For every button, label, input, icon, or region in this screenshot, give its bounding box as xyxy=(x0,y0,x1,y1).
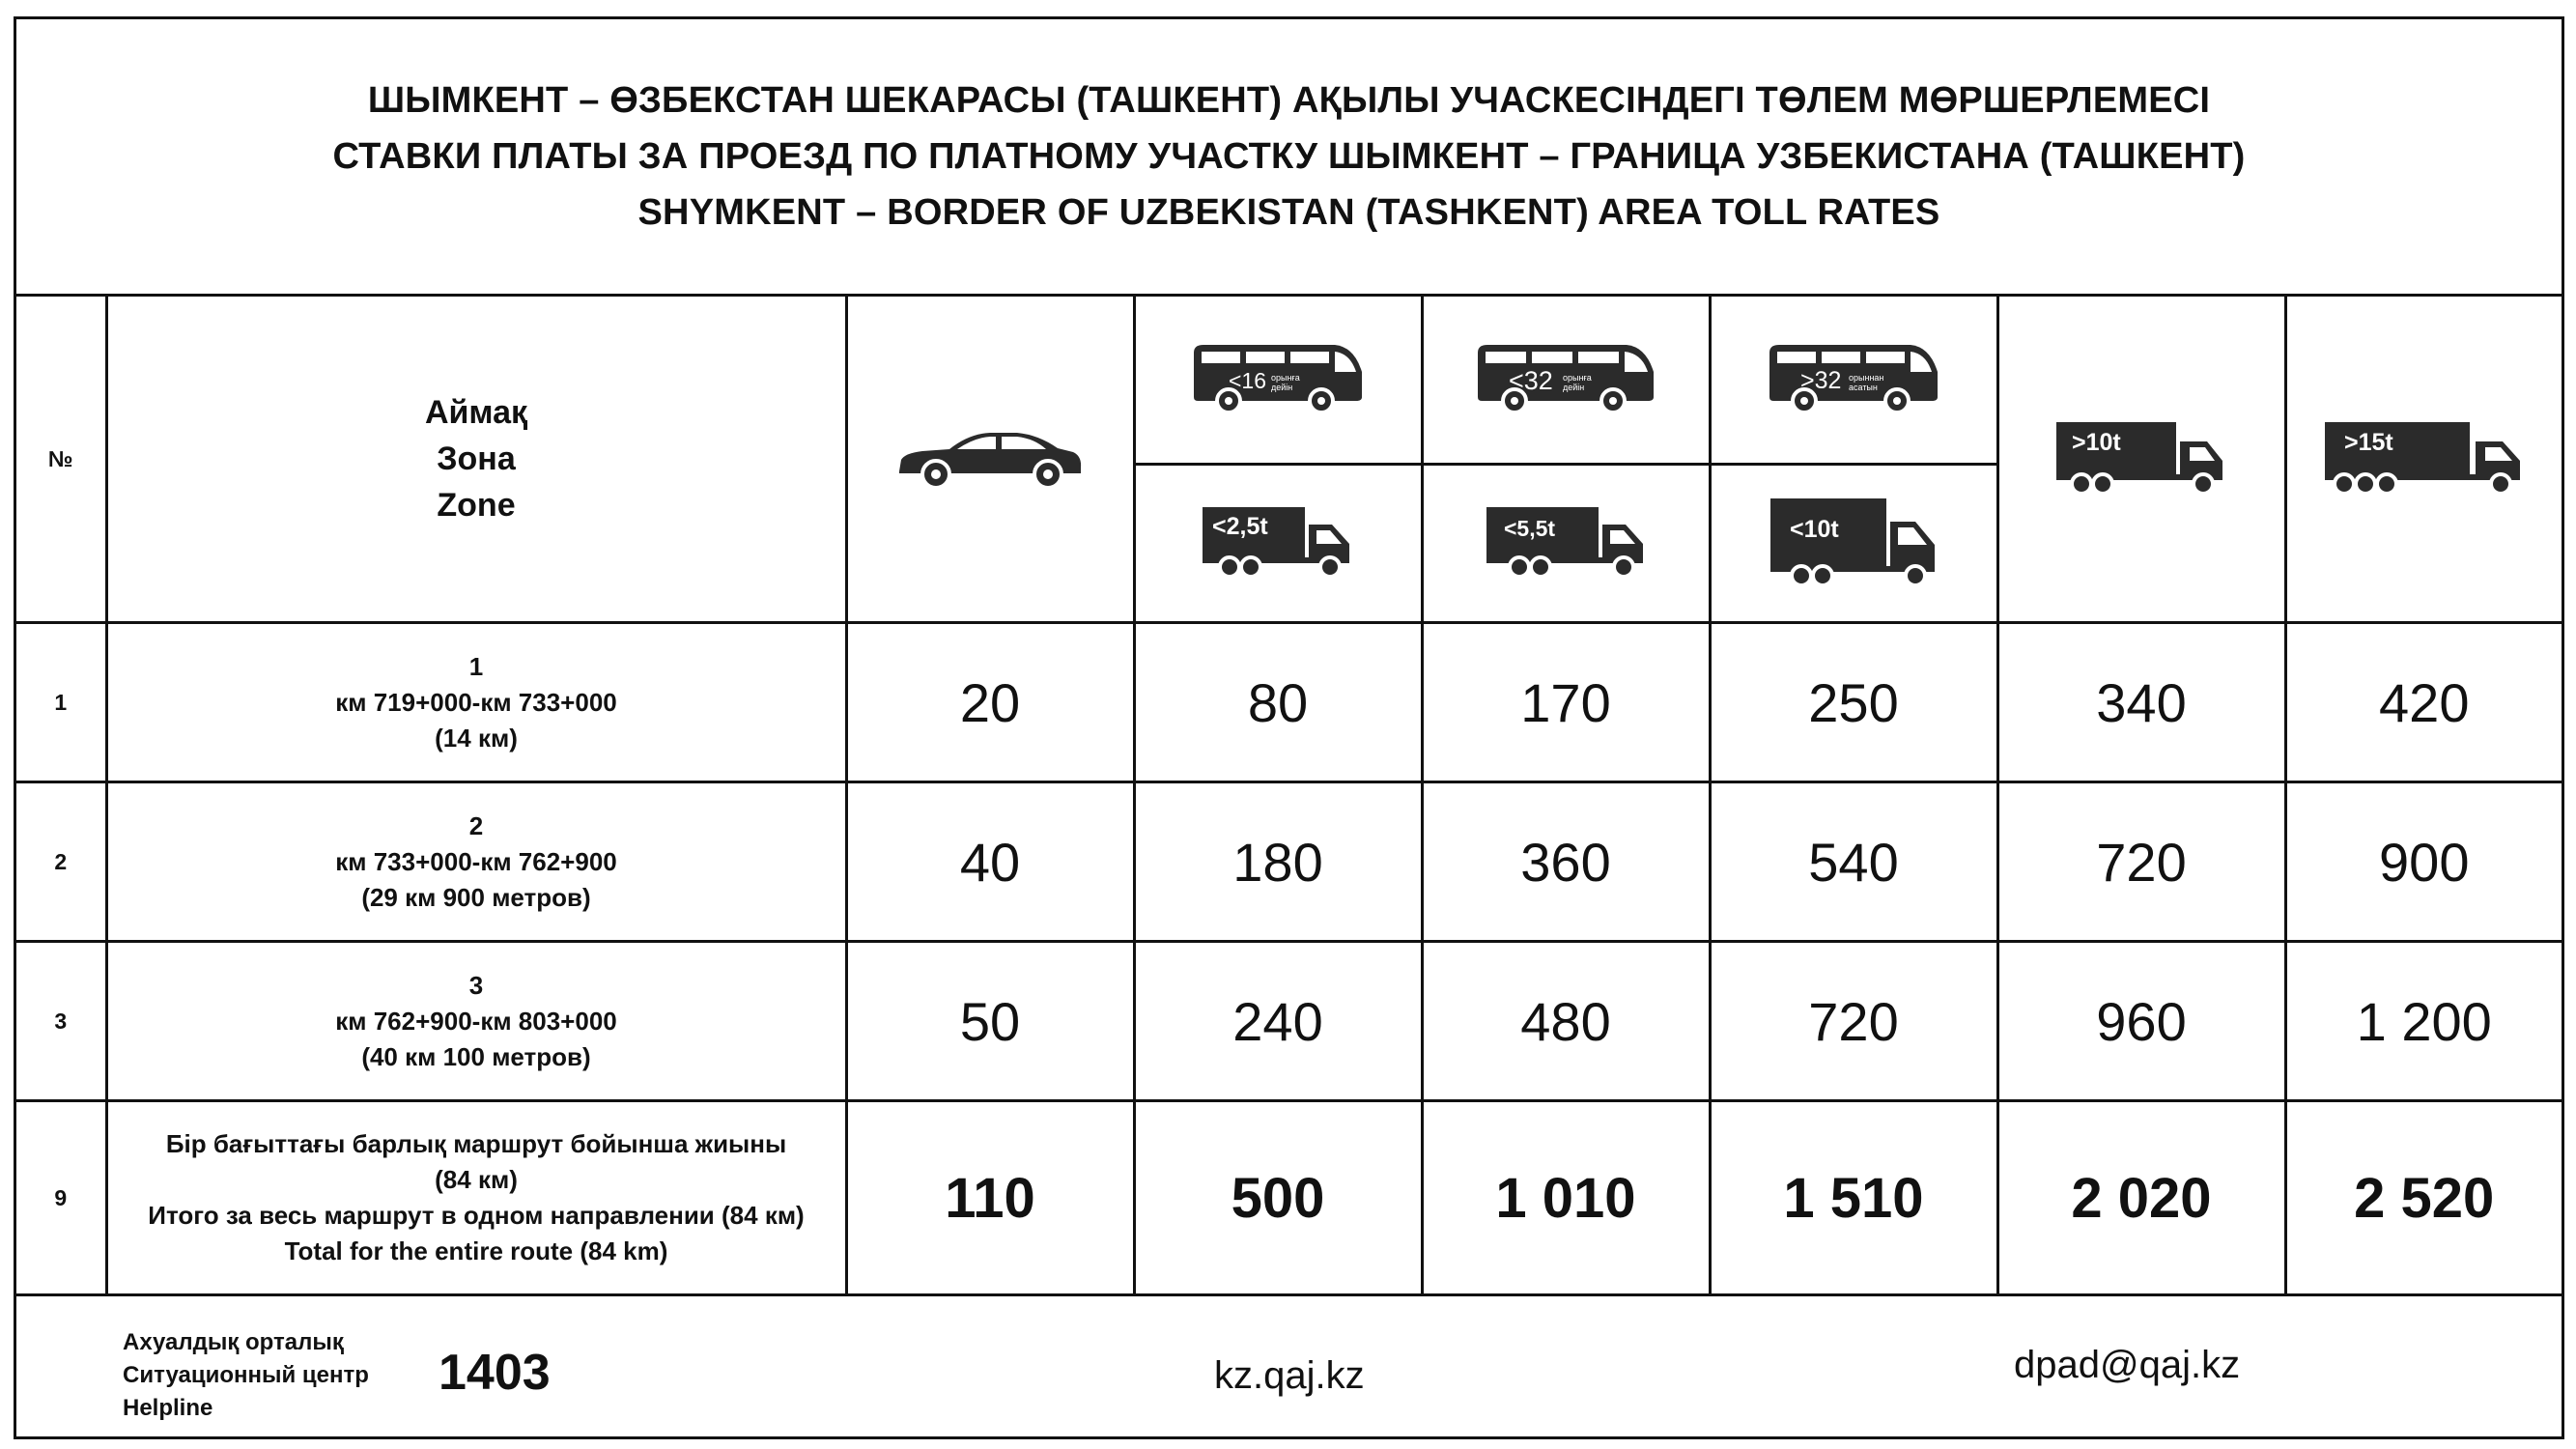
header-number: № xyxy=(16,296,106,623)
row-number: 9 xyxy=(16,1101,106,1295)
bus-large-sub-2: асатын xyxy=(1849,382,1878,392)
rate-truck-over10: 960 xyxy=(1997,942,2285,1101)
zone-range: км 719+000-км 733+000 xyxy=(335,687,617,717)
truck-over15-label: >15t xyxy=(2343,428,2393,456)
zone-label-en: Zone xyxy=(437,487,516,524)
rate-bus16-truck25: 80 xyxy=(1134,623,1422,782)
truck-25-label: <2,5t xyxy=(1212,513,1268,540)
zone-length: (14 км) xyxy=(435,723,518,753)
zone-range: км 762+900-км 803+000 xyxy=(335,1006,617,1036)
total-label-kz-length: (84 км) xyxy=(435,1165,518,1194)
total-car: 110 xyxy=(846,1101,1134,1295)
rate-car: 40 xyxy=(846,782,1134,942)
header-class-bus-small xyxy=(1134,296,1422,465)
zone-cell xyxy=(106,623,846,782)
total-bus32plus-truck10: 1 510 xyxy=(1710,1101,1997,1295)
bus-small-label: <16 xyxy=(1229,367,1267,393)
truck-icon xyxy=(1201,503,1355,579)
truck-icon xyxy=(2323,418,2526,496)
total-label-en: Total for the entire route (84 km) xyxy=(284,1236,668,1265)
truck-icon xyxy=(1485,503,1647,579)
total-label-kz: Бір бағыттағы барлық маршрут бойынша жиыны xyxy=(165,1129,787,1158)
header-class-truck-over10 xyxy=(1997,296,2285,623)
helpline-labels xyxy=(123,1326,369,1425)
rate-car: 20 xyxy=(846,623,1134,782)
total-row xyxy=(16,1101,2562,1295)
zone-id: 3 xyxy=(468,970,484,1000)
rate-car: 50 xyxy=(846,942,1134,1101)
rate-truck-over10: 720 xyxy=(1997,782,2285,942)
zone-length: (29 км 900 метров) xyxy=(361,882,591,912)
bus-medium-sub-2: дейін xyxy=(1563,382,1585,392)
bus-medium-label: <32 xyxy=(1509,365,1553,395)
zone-id: 1 xyxy=(468,651,484,681)
rate-bus32-truck55: 170 xyxy=(1422,623,1710,782)
bus-icon xyxy=(1190,343,1366,412)
table-row xyxy=(16,782,2562,942)
header-class-bus-large xyxy=(1710,296,1997,465)
rate-bus32-truck55: 480 xyxy=(1422,942,1710,1101)
truck-10-label: <10t xyxy=(1790,516,1839,543)
title-block xyxy=(16,19,2562,297)
rate-bus32plus-truck10: 250 xyxy=(1710,623,1997,782)
total-bus16-truck25: 500 xyxy=(1134,1101,1422,1295)
bus-medium-sub-1: орынға xyxy=(1563,372,1592,383)
bus-icon xyxy=(1474,343,1657,412)
rate-truck-over15: 420 xyxy=(2285,623,2562,782)
truck-over10-label: >10t xyxy=(2072,428,2121,456)
zone-id: 2 xyxy=(468,810,484,840)
title-en: SHYMKENT – BORDER OF UZBEKISTAN (TASHKENT) AREA TOLL RATES xyxy=(637,192,1940,233)
header-class-car xyxy=(846,296,1134,623)
zone-label-kz: Аймақ xyxy=(424,394,528,431)
row-number: 2 xyxy=(16,782,106,942)
helpline-label-en: Helpline xyxy=(123,1395,213,1421)
total-truck-over10: 2 020 xyxy=(1997,1101,2285,1295)
total-label-cell xyxy=(106,1101,846,1295)
bus-small-sub-2: дейін xyxy=(1271,382,1293,392)
rate-bus32plus-truck10: 720 xyxy=(1710,942,1997,1101)
rate-bus32plus-truck10: 540 xyxy=(1710,782,1997,942)
rate-bus16-truck25: 180 xyxy=(1134,782,1422,942)
truck-icon xyxy=(2054,418,2228,496)
rate-bus16-truck25: 240 xyxy=(1134,942,1422,1101)
footer xyxy=(16,1293,2562,1439)
email-link[interactable]: dpad@qaj.kz xyxy=(2014,1344,2241,1386)
title-ru: СТАВКИ ПЛАТЫ ЗА ПРОЕЗД ПО ПЛАТНОМУ УЧАСТКУ ШЫМКЕНТ – ГРАНИЦА УЗБЕКИСТАНА (ТАШКЕНТ) xyxy=(332,136,2246,177)
toll-rates-sheet xyxy=(14,16,2564,1439)
bus-small-sub-1: орынға xyxy=(1271,372,1300,383)
bus-large-label: >32 xyxy=(1800,366,1842,394)
car-icon xyxy=(893,423,1087,491)
title-kz: ШЫМКЕНТ – ӨЗБЕКСТАН ШЕКАРАСЫ (ТАШКЕНТ) АҚЫЛЫ УЧАСКЕСІНДЕГІ ТӨЛЕМ МӨРШЕРЛЕМЕСІ xyxy=(367,80,2211,121)
helpline-label-ru: Ситуационный центр xyxy=(123,1362,369,1388)
table-row xyxy=(16,942,2562,1101)
header-zone xyxy=(106,296,846,623)
rate-truck-over15: 1 200 xyxy=(2285,942,2562,1101)
header-class-truck-55 xyxy=(1422,465,1710,623)
zone-cell xyxy=(106,782,846,942)
zone-label-ru: Зона xyxy=(437,440,516,477)
header-class-truck-10 xyxy=(1710,465,1997,623)
zone-range: км 733+000-км 762+900 xyxy=(335,846,617,876)
total-truck-over15: 2 520 xyxy=(2285,1101,2562,1295)
website-link[interactable]: kz.qaj.kz xyxy=(1214,1354,1365,1397)
total-label-ru: Итого за весь маршрут в одном направлении (84 км) xyxy=(148,1201,805,1230)
table-row xyxy=(16,623,2562,782)
zone-cell xyxy=(106,942,846,1101)
helpline-label-kz: Ахуалдық орталық xyxy=(123,1329,344,1355)
bus-icon xyxy=(1766,343,1941,412)
rate-bus32-truck55: 360 xyxy=(1422,782,1710,942)
rate-truck-over15: 900 xyxy=(2285,782,2562,942)
truck-icon xyxy=(1769,495,1939,587)
header-class-bus-medium xyxy=(1422,296,1710,465)
bus-large-sub-1: орыннан xyxy=(1849,372,1884,383)
helpline-number: 1403 xyxy=(439,1345,551,1401)
truck-55-label: <5,5t xyxy=(1504,516,1556,541)
row-number: 3 xyxy=(16,942,106,1101)
zone-length: (40 км 100 метров) xyxy=(361,1041,591,1071)
header-class-truck-25 xyxy=(1134,465,1422,623)
header-class-truck-over15 xyxy=(2285,296,2562,623)
total-bus32-truck55: 1 010 xyxy=(1422,1101,1710,1295)
row-number: 1 xyxy=(16,623,106,782)
rate-truck-over10: 340 xyxy=(1997,623,2285,782)
toll-rates-table xyxy=(16,294,2562,1296)
